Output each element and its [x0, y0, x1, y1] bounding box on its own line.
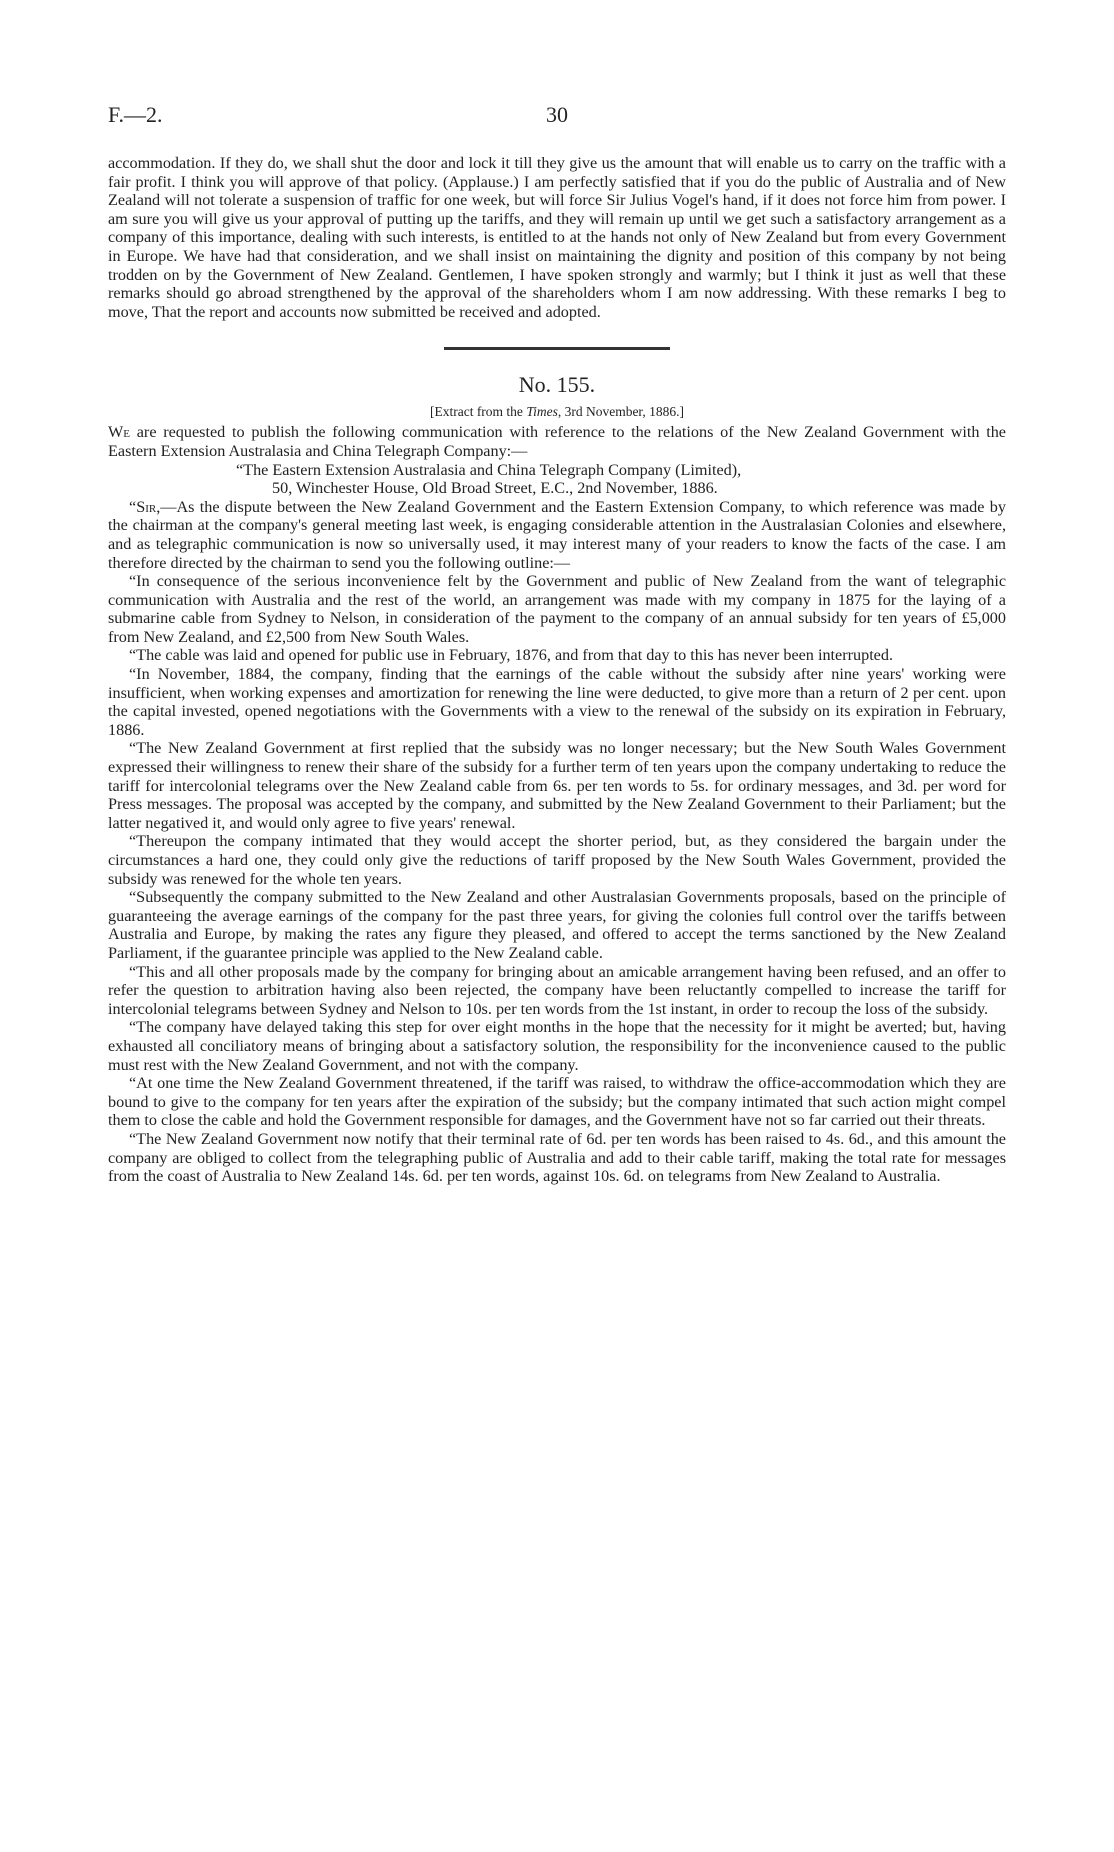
address-line-1: “The Eastern Extension Australasia and China Telegraph Company (Limited),: [236, 460, 742, 479]
salutation: Sir: [136, 497, 157, 516]
page-number: 30: [546, 102, 568, 127]
letter-paragraph: “At one time the New Zealand Government threatened, if the tariff was raised, to withdraw the office-accommodation which they are bound to give to the company for ten years after the expiration of the subsidy; but the company intimated that such action might compel them to close the cable and hold the Government responsible for damages, and the Government have not so far carried out their threats.: [108, 1074, 1006, 1130]
extract-suffix: , 3rd November, 1886.]: [557, 404, 685, 420]
page-header: [108, 102, 1006, 132]
section-divider: [444, 347, 670, 350]
extract-note: [108, 403, 1006, 421]
continued-paragraph: accommodation. If they do, we shall shut the door and lock it till they give us the amount that will enable us to carry on the traffic with a fair profit. I think you will approve of that policy. (Applause.) I am perfectly satisfied that if you do the public of Australia and of New Zealand will not tolerate a suspension of traffic for one week, but will force Sir Julius Vogel's hand, if it does not force him from power. I am sure you will give us your approval of putting up the tariffs, and they will remain up until we get such a satisfactory arrangement as a company of this importance, dealing with such interests, is entitled to at the hands not only of New Zealand but from every Government in Europe. We have had that consideration, and we shall insist on maintaining the dignity and position of this company by not being trodden on by the Government of New Zealand. Gentlemen, I have spoken strongly and warmly; but I think it just as well that these remarks should go abroad strengthened by the approval of the shareholders whom I am now addressing. With these remarks I beg to move, That the report and accounts now submitted be received and adopted.: [108, 154, 1006, 321]
letter-paragraph: “The company have delayed taking this step for over eight months in the hope that the necessity for it might be averted; but, having exhausted all conciliatory means of bringing about a satisfactory solution, the responsibility for the inconvenience caused to the public must rest with the New Zealand Government, and not with the company.: [108, 1018, 1006, 1074]
salutation-rest: ,—As the dispute between the New Zealand Government and the Eastern Extension Company, to which reference was made by the chairman at the company's general meeting last week, is engaging considerable attention in the Australasian Colonies and elsewhere, and as telegraphic communication is now so universally used, it may interest many of your readers to know the facts of the case. I am therefore directed by the chairman to send you the following outline:—: [108, 497, 1006, 572]
section-number: No. 155.: [518, 372, 596, 398]
letter-paragraph: “In consequence of the serious inconvenience felt by the Government and public of New Zealand from the want of telegraphic communication with Australia and the rest of the world, an arrangement was made with my company in 1875 for the laying of a submarine cable from Sydney to Nelson, in consideration of the payment to the company of an annual subsidy for ten years of £5,000 from New Zealand, and £2,500 from New South Wales.: [108, 572, 1006, 646]
address-line-2: 50, Winchester House, Old Broad Street, E.C., 2nd November, 1886.: [272, 479, 718, 498]
salutation-paragraph: [108, 498, 1006, 572]
letter-paragraph: “The New Zealand Government at first replied that the subsidy was no longer necessary; but the New South Wales Government expressed their willingness to renew their share of the subsidy for a further term of ten years upon the company undertaking to reduce the tariff for intercolonial telegrams over the New Zealand cable from 6s. per ten words to 5s. for ordinary messages, and 3d. per word for Press messages. The proposal was accepted by the company, and submitted by the New Zealand Government to their Parliament; but the latter negatived it, and would only agree to five years' renewal.: [108, 739, 1006, 832]
intro-paragraph: [108, 423, 1006, 460]
letter-paragraph: “The cable was laid and opened for public use in February, 1876, and from that day to this has never been interrupted.: [129, 646, 894, 665]
intro-rest: are requested to publish the following communication with reference to the relations of the New Zealand Government with the Eastern Extension Australasia and China Telegraph Company:—: [108, 423, 1006, 460]
extract-prefix: [Extract from the: [429, 404, 527, 420]
letter-paragraph: “The New Zealand Government now notify that their terminal rate of 6d. per ten words has been raised to 4s. 6d., and this amount the company are obliged to collect from the telegraphing public of Australia and add to their cable tariff, making the total rate for messages from the coast of Australia to New Zealand 14s. 6d. per ten words, against 10s. 6d. on telegrams from New Zealand to Australia.: [108, 1129, 1006, 1186]
extract-paper: Times: [526, 404, 558, 420]
salutation-open: “: [129, 497, 137, 516]
letter-paragraph: “In November, 1884, the company, finding that the earnings of the cable without the subsidy after nine years' working were insufficient, when working expenses and amortization for renewing the line were deducted, to give more than a return of 2 per cent. upon the capital invested, opened negotiations with the Governments with a view to the renewal of the subsidy on its expiration in February, 1886.: [108, 665, 1006, 739]
letter-paragraph: “This and all other proposals made by the company for bringing about an amicable arrangement having been refused, and an offer to refer the question to arbitration having also been rejected, the company have been reluctantly compelled to increase the tariff for intercolonial telegrams between Sydney and Nelson to 10s. per ten words from the 1st instant, in order to recoup the loss of the subsidy.: [108, 962, 1006, 1018]
letter-paragraph: “Subsequently the company submitted to the New Zealand and other Australasian Governments proposals, based on the principle of guaranteeing the average earnings of the company for the past three years, for giving the colonies full control over the tariffs between Australia and Europe, by making the rates any figure they pleased, and offered to accept the terms sanctioned by the New Zealand Parliament, if the guarantee principle was applied to the New Zealand cable.: [108, 888, 1006, 962]
document-body: [108, 154, 1006, 1186]
intro-first-word: We: [108, 423, 130, 442]
letter-paragraph: “Thereupon the company intimated that they would accept the shorter period, but, as they considered the bargain under the circumstances a hard one, they could only give the reductions of tariff proposed by the New South Wales Government, provided the subsidy was renewed for the whole ten years.: [108, 832, 1006, 888]
document-reference: F.—2.: [108, 102, 163, 127]
